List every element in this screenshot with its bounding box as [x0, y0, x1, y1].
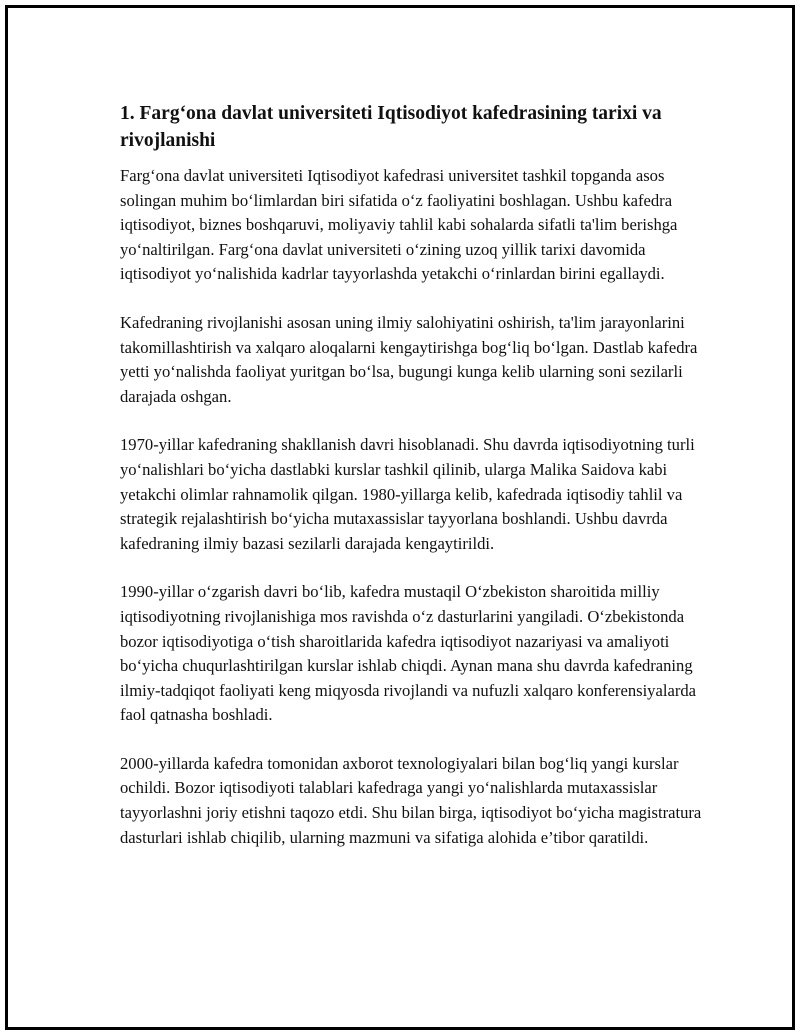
paragraph-4: 1990-yillar o‘zgarish davri bo‘lib, kafedra mustaqil O‘zbekiston sharoitida milliy iqtisodiyotning rivojlanishiga mos ravishda o‘z dasturlarini yangiladi. O‘zbekistonda bozor iqtisodiyotiga o‘tish sharoitlarida kafedra iqtisodiyot nazariyasi va amaliyoti bo‘yicha chuqurlashtirilgan kurslar ishlab chiqdi. Aynan mana shu davrda kafedraning ilmiy-tadqiqot faoliyati keng miqyosda rivojlandi va nufuzli xalqaro konferensiyalarda faol qatnasha boshladi.: [120, 582, 697, 725]
document-body: [120, 100, 710, 874]
section-heading: 1. Farg‘ona davlat universiteti Iqtisodiyot kafedrasining tarixi va rivojlanishi: [120, 103, 662, 151]
paragraph-5: 2000-yillarda kafedra tomonidan axborot texnologiyalari bilan bog‘liq yangi kurslar ochildi. Bozor iqtisodiyoti talablari kafedraga yangi yo‘nalishlarda mutaxassislar tayyorlashni joriy etishni taqozo etdi. Shu bilan birga, iqtisodiyot bo‘yicha magistratura dasturlari ishlab chiqilib, ularning mazmuni va sifatiga alohida e’tibor qaratildi.: [120, 753, 702, 847]
paragraph-2: Kafedraning rivojlanishi asosan uning ilmiy salohiyatini oshirish, ta'lim jarayonlarini takomillashtirish va xalqaro aloqalarni kengaytirishga bog‘liq bo‘lgan. Dastlab kafedra yetti yo‘nalishda faoliyat yuritgan bo‘lsa, bugungi kunga kelib ularning soni sezilarli darajada oshgan.: [120, 312, 698, 406]
page-frame: [5, 5, 795, 1030]
paragraph-3: 1970-yillar kafedraning shakllanish davri hisoblanadi. Shu davrda iqtisodiyotning turli yo‘nalishlari bo‘yicha dastlabki kurslar tashkil qilinib, ularga Malika Saidova kabi yetakchi olimlar rahnamolik qilgan. 1980-yillarga kelib, kafedrada iqtisodiy tahlil va strategik rejalashtirish bo‘yicha mutaxassislar tayyorlana boshlandi. Ushbu davrda kafedraning ilmiy bazasi sezilarli darajada kengaytirildi.: [120, 435, 695, 553]
paragraph-1: Farg‘ona davlat universiteti Iqtisodiyot kafedrasi universitet tashkil topganda asos solingan muhim bo‘limlardan biri sifatida o‘z faoliyatini boshlagan. Ushbu kafedra iqtisodiyot, biznes boshqaruvi, moliyaviy tahlil kabi sohalarda sifatli ta'lim berishga yo‘naltirilgan. Farg‘ona davlat universiteti o‘zining uzoq yillik tarixi davomida iqtisodiyot yo‘nalishida kadrlar tayyorlashda yetakchi o‘rinlardan birini egallaydi.: [120, 166, 678, 284]
